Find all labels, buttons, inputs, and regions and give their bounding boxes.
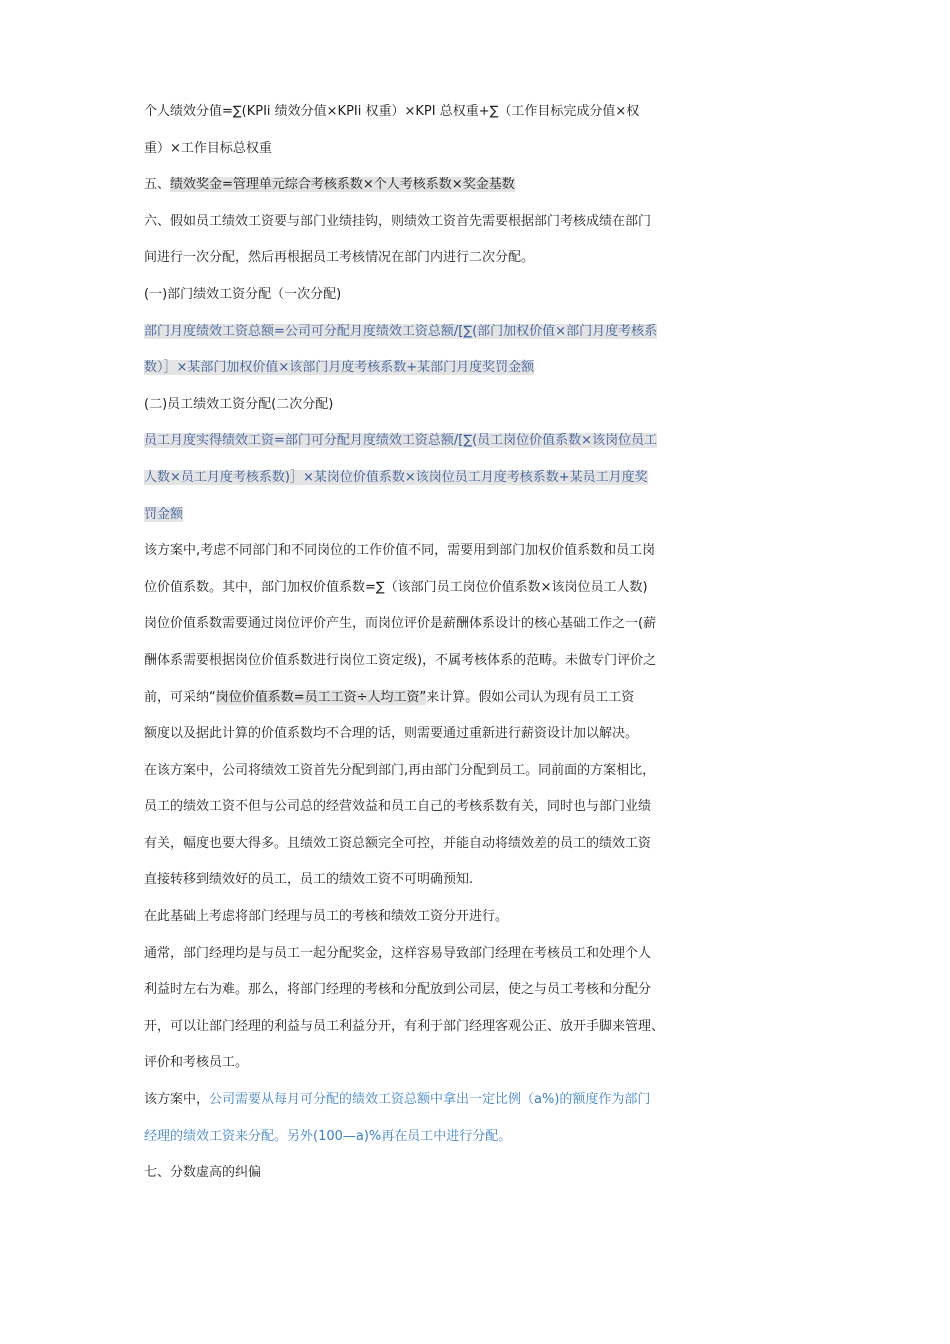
text-line: 位价值系数。其中，部门加权价值系数=∑（该部门员工岗位价值系数×该岗位员工人数): [144, 579, 648, 595]
blue-text: 经理的绩效工资来分配。另外(100—a)%再在员工中进行分配。: [144, 1128, 512, 1144]
formula-department: [144, 314, 824, 351]
text-line: 利益时左右为难。那么，将部门经理的考核和分配放到公司层，使之与员工考核和分配分: [144, 982, 652, 998]
section-six: 六、假如员工绩效工资要与部门业绩挂钩，则绩效工资首先需要根据部门考核成绩在部门: [144, 213, 652, 229]
text-line: 直接转移到绩效好的员工，员工的绩效工资不可明确预知.: [144, 872, 474, 888]
text-line: 在此基础上考虑将部门经理与员工的考核和绩效工资分开进行。: [144, 909, 509, 925]
document-body: [144, 94, 824, 1192]
blue-text: 公司需要从每月可分配的绩效工资总额中拿出一定比例（a%)的额度作为部门: [209, 1092, 651, 1108]
text-segment: 前，可采纳“: [144, 689, 216, 705]
formula-employee-end: [144, 497, 824, 534]
text-line: 额度以及据此计算的价值系数均不合理的话，则需要通过重新进行薪资设计加以解决。: [144, 726, 639, 742]
formula-employee-cont: [144, 460, 824, 497]
section-five: [144, 167, 824, 204]
formula-department-cont: [144, 350, 824, 387]
highlighted-formula: 人数×员工月度考核系数)］×某岗位价值系数×该岗位员工月度考核系数+某员工月度奖: [144, 469, 648, 485]
text-line: 通常，部门经理均是与员工一起分配奖金，这样容易导致部门经理在考核员工和处理个人: [144, 945, 652, 961]
subheading-employee: (二)员工绩效工资分配(二次分配): [144, 396, 334, 412]
highlighted-formula: 岗位价值系数=员工工资÷人均工资”: [215, 689, 427, 705]
text-line: 岗位价值系数需要通过岗位评价产生，而岗位评价是薪酬体系设计的核心基础工作之一(薪: [144, 616, 657, 632]
text-line: 间进行一次分配，然后再根据员工考核情况在部门内进行二次分配。: [144, 250, 535, 266]
text-line: 该方案中,考虑不同部门和不同岗位的工作价值不同，需要用到部门加权价值系数和员工岗: [144, 543, 656, 559]
highlighted-formula: 绩效奖金=管理单元综合考核系数×个人考核系数×奖金基数: [170, 177, 515, 193]
subheading-department: (一)部门绩效工资分配（一次分配): [144, 286, 342, 302]
section-seven: 七、分数虚高的纠偏: [144, 1165, 262, 1181]
text-line: 在该方案中，公司将绩效工资首先分配到部门,再由部门分配到员工。同前面的方案相比，: [144, 762, 656, 778]
text-line: [144, 1119, 824, 1156]
highlighted-formula: 数）］×某部门加权价值×该部门月度考核系数+某部门月度奖罚金额: [144, 360, 535, 376]
text-line: 有关，幅度也要大得多。且绩效工资总额完全可控，并能自动将绩效差的员工的绩效工资: [144, 835, 652, 851]
text-line: 员工的绩效工资不但与公司总的经营效益和员工自己的考核系数有关，同时也与部门业绩: [144, 799, 652, 815]
formula-employee: [144, 423, 824, 460]
highlighted-formula: 部门月度绩效工资总额=公司可分配月度绩效工资总额/[∑(部门加权价值×部门月度考核系: [144, 323, 658, 339]
text-line: 评价和考核员工。: [144, 1055, 249, 1071]
highlighted-formula: 员工月度实得绩效工资=部门可分配月度绩效工资总额/[∑(员工岗位价值系数×该岗位员工: [144, 433, 658, 449]
formula-personal-score: 个人绩效分值=∑(KPIi 绩效分值×KPIi 权重）×KPI 总权重+∑（工作目标完成分值×权: [144, 104, 640, 119]
section-number: 五、: [144, 177, 171, 193]
text-line: [144, 680, 824, 717]
highlighted-formula: 罚金额: [144, 506, 184, 522]
text-line: [144, 1082, 824, 1119]
text-segment: 该方案中，: [144, 1092, 210, 1108]
text-line: 重）×工作目标总权重: [144, 140, 272, 156]
text-line: 酬体系需要根据岗位价值系数进行岗位工资定级)，不属考核体系的范畴。未做专门评价之: [144, 652, 657, 668]
text-line: 开，可以让部门经理的利益与员工利益分开，有利于部门经理客观公正、放开手脚来管理、: [144, 1018, 665, 1034]
text-segment: 来计算。假如公司认为现有员工工资: [426, 689, 635, 705]
